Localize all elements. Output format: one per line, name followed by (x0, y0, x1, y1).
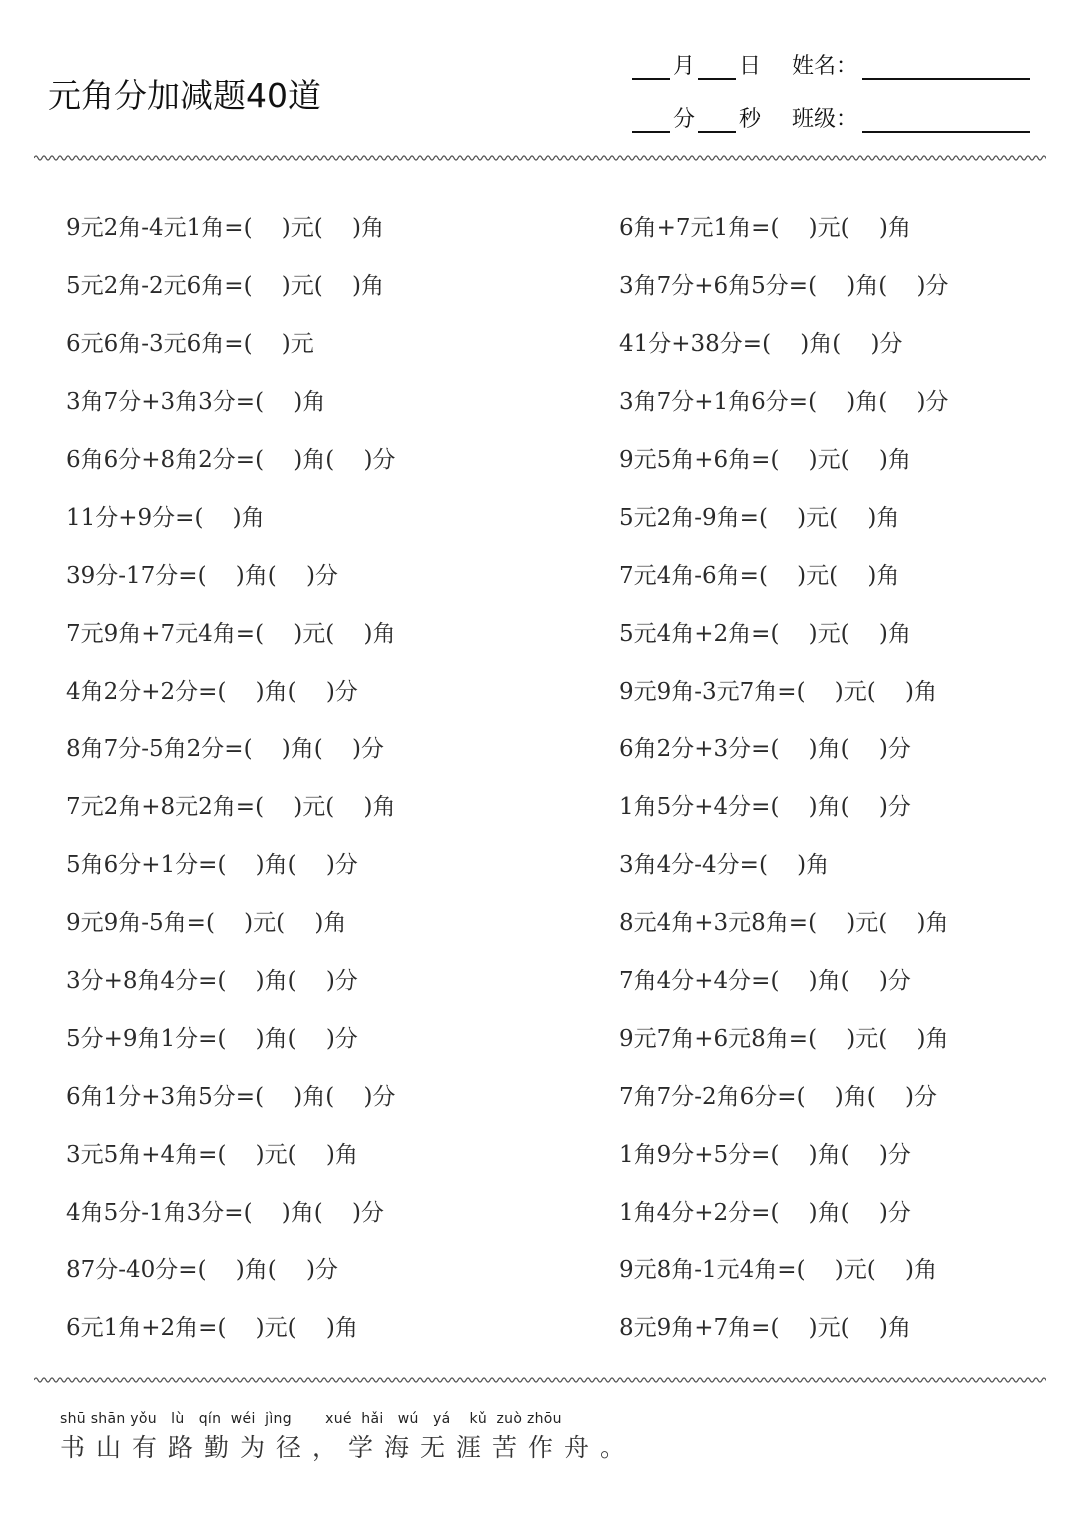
name-blank[interactable] (862, 56, 1030, 80)
class-label: 班级： (792, 107, 859, 132)
problem-left: 5分+9角1分=( )角( )分 (66, 1025, 358, 1052)
problem-right: 3角7分+1角6分=( )角( )分 (619, 389, 949, 416)
problem-left: 4角5分-1角3分=( )角( )分 (66, 1199, 384, 1226)
problem-left: 4角2分+2分=( )角( )分 (66, 678, 358, 705)
motto: 书山有路勤为径，学海无涯苦作舟。 (60, 1433, 637, 1462)
problem-left: 3元5角+4角=( )元( )角 (66, 1141, 358, 1168)
minute-blank[interactable] (632, 109, 670, 133)
second-unit: 秒 (739, 107, 762, 132)
problem-left: 11分+9分=( )角 (66, 504, 265, 531)
problem-left: 9元9角-5角=( )元( )角 (66, 910, 347, 937)
day-blank[interactable] (698, 56, 736, 80)
problem-row (66, 950, 1066, 1008)
problem-row (66, 776, 1066, 834)
problem-right: 1角9分+5分=( )角( )分 (619, 1141, 911, 1168)
date-name-row (632, 46, 1030, 80)
problem-right: 9元8角-1元4角=( )元( )角 (619, 1257, 937, 1284)
problem-left: 87分-40分=( )角( )分 (66, 1257, 338, 1284)
problem-row (66, 1181, 1066, 1239)
problem-right: 7元4角-6角=( )元( )角 (619, 562, 900, 589)
problem-row (66, 255, 1066, 313)
name-label: 姓名： (792, 54, 859, 79)
problem-row (66, 429, 1066, 487)
month-blank[interactable] (632, 56, 670, 80)
top-divider (34, 153, 1046, 163)
problem-row (66, 1239, 1066, 1297)
problem-right: 1角4分+2分=( )角( )分 (619, 1199, 911, 1226)
problem-left: 9元2角-4元1角=( )元( )角 (66, 215, 384, 242)
problem-row (66, 486, 1066, 544)
problem-left: 39分-17分=( )角( )分 (66, 562, 338, 589)
problem-right: 6角+7元1角=( )元( )角 (619, 215, 911, 242)
problem-left: 6角1分+3角5分=( )角( )分 (66, 1083, 396, 1110)
problem-left: 8角7分-5角2分=( )角( )分 (66, 736, 384, 763)
problem-row (66, 834, 1066, 892)
problem-row (66, 892, 1066, 950)
problem-row (66, 660, 1066, 718)
problem-right: 9元9角-3元7角=( )元( )角 (619, 678, 937, 705)
problem-left: 3角7分+3角3分=( )角 (66, 389, 326, 416)
problem-left: 3分+8角4分=( )角( )分 (66, 968, 358, 995)
problem-row (66, 197, 1066, 255)
time-class-row (632, 99, 1030, 133)
problem-right: 41分+38分=( )角( )分 (619, 331, 903, 358)
problem-row (66, 718, 1066, 776)
problem-right: 1角5分+4分=( )角( )分 (619, 794, 911, 821)
problem-left: 6元1角+2角=( )元( )角 (66, 1315, 358, 1342)
day-unit: 日 (739, 54, 762, 79)
problem-right: 6角2分+3分=( )角( )分 (619, 736, 911, 763)
problem-list (66, 197, 1066, 1355)
problem-right: 9元7角+6元8角=( )元( )角 (619, 1025, 949, 1052)
problem-right: 9元5角+6角=( )元( )角 (619, 447, 911, 473)
problem-left: 6角6分+8角2分=( )角( )分 (66, 447, 396, 473)
problem-row (66, 544, 1066, 602)
page-title: 元角分加减题40道 (48, 76, 321, 115)
problem-left: 7元2角+8元2角=( )元( )角 (66, 794, 396, 821)
problem-left: 7元9角+7元4角=( )元( )角 (66, 620, 396, 647)
problem-row (66, 1123, 1066, 1181)
problem-left: 5元2角-2元6角=( )元( )角 (66, 273, 384, 300)
problem-right: 3角4分-4分=( )角 (619, 852, 830, 879)
second-blank[interactable] (698, 109, 736, 133)
problem-right: 5元2角-9角=( )元( )角 (619, 504, 900, 531)
problem-right: 7角4分+4分=( )角( )分 (619, 968, 911, 995)
motto-pinyin: shū shān yǒu lù qín wéi jìng xué hǎi wú yá kǔ zuò zhōu (60, 1411, 562, 1427)
problem-right: 3角7分+6角5分=( )角( )分 (619, 273, 949, 300)
month-unit: 月 (673, 54, 696, 79)
bottom-divider (34, 1375, 1046, 1385)
problem-right: 5元4角+2角=( )元( )角 (619, 620, 911, 647)
problem-right: 7角7分-2角6分=( )角( )分 (619, 1083, 937, 1110)
problem-row (66, 1007, 1066, 1065)
problem-row (66, 371, 1066, 429)
problem-row (66, 1065, 1066, 1123)
minute-unit: 分 (673, 107, 696, 132)
problem-row (66, 1297, 1066, 1355)
problem-row (66, 602, 1066, 660)
problem-row (66, 313, 1066, 371)
problem-left: 5角6分+1分=( )角( )分 (66, 852, 358, 879)
class-blank[interactable] (862, 109, 1030, 133)
problem-left: 6元6角-3元6角=( )元 (66, 331, 314, 358)
problem-right: 8元9角+7角=( )元( )角 (619, 1315, 911, 1342)
problem-right: 8元4角+3元8角=( )元( )角 (619, 910, 949, 937)
